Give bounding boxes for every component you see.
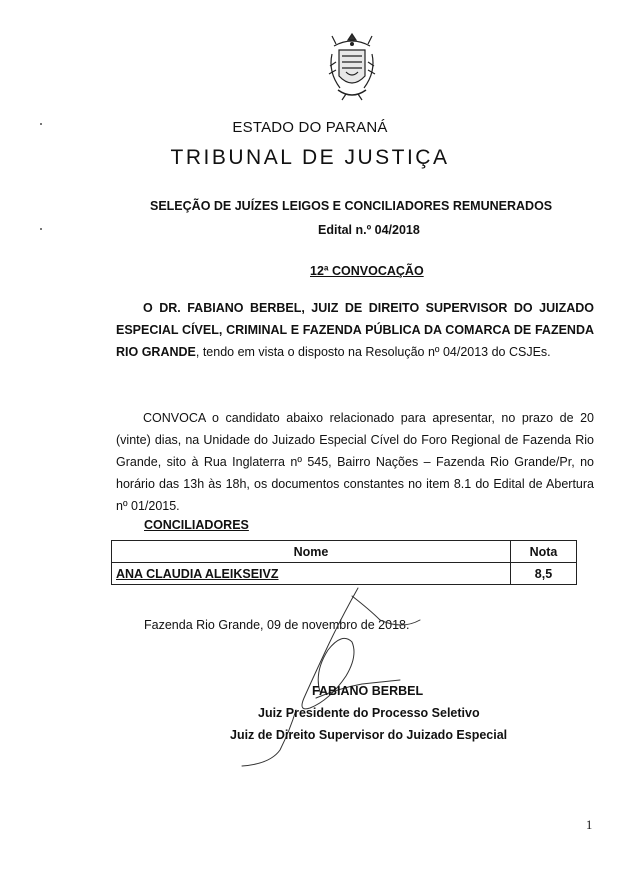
candidates-table xyxy=(111,540,577,585)
date-line: Fazenda Rio Grande, 09 de novembro de 2018. xyxy=(144,618,410,632)
signer-role-2: Juiz de Direito Supervisor do Juizado Especial xyxy=(230,728,508,742)
selection-title: SELEÇÃO DE JUÍZES LEIGOS E CONCILIADORES REMUNERADOS xyxy=(150,199,553,213)
scan-speck xyxy=(40,123,42,125)
column-header-name: Nome xyxy=(112,541,511,563)
signer-name: FABIANO BERBEL xyxy=(312,684,424,698)
candidate-score: 8,5 xyxy=(511,563,577,585)
paragraph-intro xyxy=(116,297,594,363)
signer-role-1: Juiz Presidente do Processo Seletivo xyxy=(258,706,480,720)
page-number: 1 xyxy=(586,818,593,832)
convoca-text: CONVOCA o candidato abaixo relacionado para apresentar, no prazo de 20 (vinte) dias, na Unidade do Juizado Especial Cível do Foro Regional de Fazenda Rio Grande, sito à Rua Inglaterra nº 545, Bairro Nações – Fazenda Rio Grande/Pr, no horário das 13h às 18h, os documentos constantes no item 8.1 do Edital de Abertura nº 01/2015. xyxy=(116,411,594,513)
paragraph-convoca xyxy=(116,407,594,517)
state-name: ESTADO DO PARANÁ xyxy=(232,119,388,136)
coat-of-arms-emblem xyxy=(326,32,378,102)
call-number: 12ª CONVOCAÇÃO xyxy=(310,264,424,278)
judge-statement-bold: O DR. FABIANO BERBEL, JUIZ DE DIREITO SUPERVISOR DO JUIZADO ESPECIAL CÍVEL, CRIMINAL E FAZENDA PÚBLICA DA COMARCA DE FAZENDA RIO GRANDE xyxy=(116,301,594,359)
judge-statement-rest: , tendo em vista o disposto na Resolução nº 04/2013 do CSJEs. xyxy=(195,345,551,359)
court-name: TRIBUNAL DE JUSTIÇA xyxy=(170,146,450,169)
scan-speck xyxy=(40,228,42,230)
section-title-conciliadores: CONCILIADORES xyxy=(144,518,249,532)
table-header-row xyxy=(112,541,577,563)
column-header-score: Nota xyxy=(511,541,577,563)
edict-number: Edital n.º 04/2018 xyxy=(318,223,420,237)
candidate-name: ANA CLAUDIA ALEIKSEIVZ xyxy=(112,563,511,585)
